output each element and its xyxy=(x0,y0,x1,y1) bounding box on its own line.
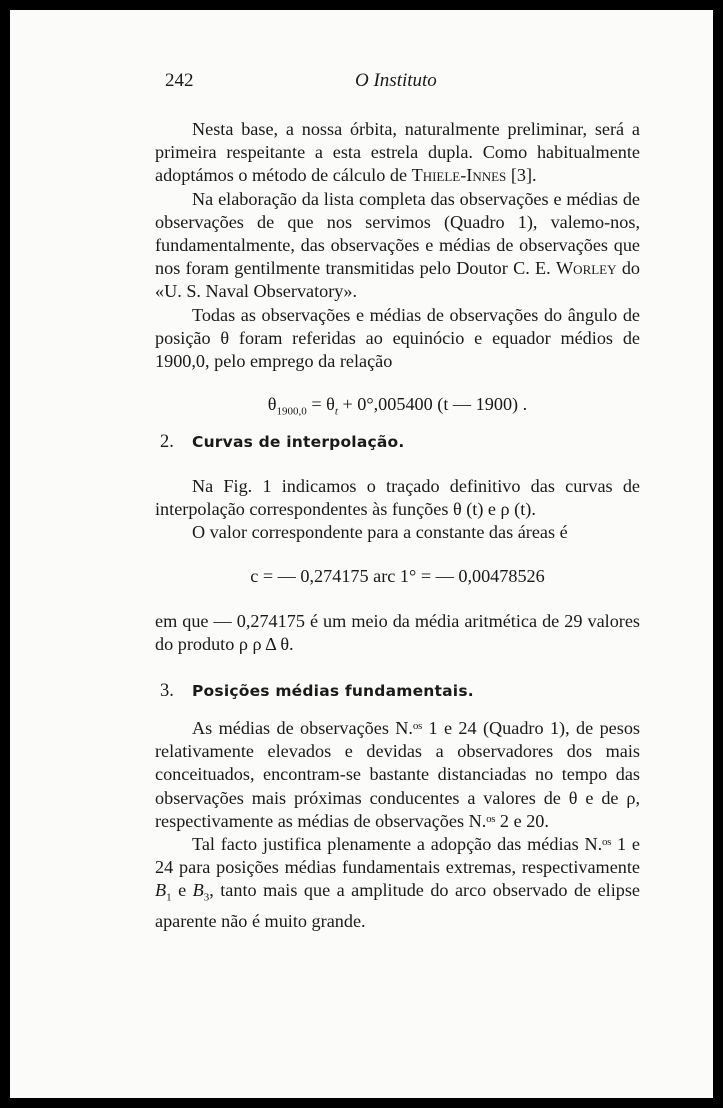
paragraph-s3-1: As médias de observações N.ᵒˢ 1 e 24 (Quadro 1), de pesos relativamente elevados e devidas a observadores dos mais conceituados, encontram-se bastante distanciadas no tempo das observações mais próximas conducentes a valores de θ e de ρ, respectivamente as médias de observações N.ᵒˢ 2 e 20. xyxy=(155,718,640,831)
journal-title: O Instituto xyxy=(355,70,437,91)
intro-block xyxy=(155,118,640,373)
section-2-tail xyxy=(155,610,640,656)
paragraph-s2-3: em que — 0,274175 é um meio da média aritmética de 29 valores do produto ρ ρ Δ θ. xyxy=(155,611,640,655)
section-heading-2: 2. Curvas de interpolação. xyxy=(160,432,405,452)
paragraph-1: Nesta base, a nossa órbita, naturalmente preliminar, será a primeira respeitante a esta estrela dupla. Como habitualmente adoptámos o método de cálculo de Thiele-Innes [3]. xyxy=(155,119,640,186)
paragraph-s2-1: Na Fig. 1 indicamos o traçado definitivo das curvas de interpolação correspondentes às funções θ (t) e ρ (t). xyxy=(155,476,640,520)
paragraph-s2-2: O valor correspondente para a constante das áreas é xyxy=(192,522,568,543)
paragraph-3: Todas as observações e médias de observações do ângulo de posição θ foram referidas ao equinócio e equador médios de 1900,0, pelo emprego da relação xyxy=(155,304,640,372)
author-thiele-innes: Thiele-Innes xyxy=(411,165,507,186)
section-3-block xyxy=(155,717,640,933)
section-2-block xyxy=(155,475,640,545)
paragraph-2: Na elaboração da lista completa das observações e médias de observações de que nos servimos (Quadro 1), valemo-nos, fundamentalmente, das observações e médias de observações que nos foram gentilmente transmitidas pelo Doutor C. E. Worley do «U. S. Naval Observatory». xyxy=(155,188,640,302)
equation-theta: $\theta_{1900,0} = \theta_t + 0^\circ,005400$ (t — 1900) . xyxy=(267,394,528,418)
page-number: 242 xyxy=(165,70,194,91)
paragraph-s3-2: Tal facto justifica plenamente a adopção das médias N.ᵒˢ 1 e 24 para posições médias fundamentais extremas, respectivamente $B_1$ e $B_3$, tanto mais que a amplitude do arco observado de elipse aparente não é muito grande. xyxy=(155,834,640,932)
running-header xyxy=(155,70,640,100)
section-heading-3: 3. Posições médias fundamentais. xyxy=(160,681,474,701)
equation-area-constant: c = — 0,274175 arc 1° = — 0,00478526 xyxy=(250,566,545,586)
author-worley: Worley xyxy=(556,258,617,279)
